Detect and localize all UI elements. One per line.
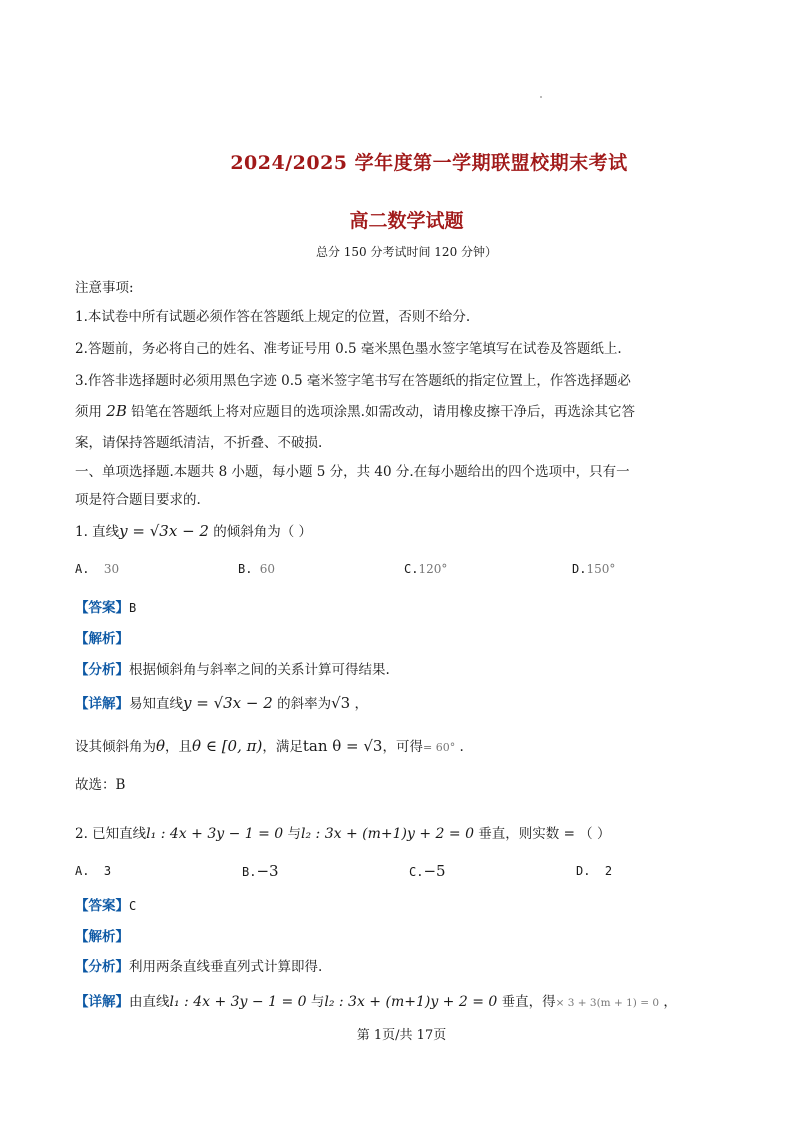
line-l1: l₁ : 4x + 3y − 1 = 0 — [146, 826, 284, 842]
q2-option-a — [75, 864, 111, 878]
line-l2: l₂ : 3x + (m+1)y + 2 = 0 — [324, 994, 498, 1010]
option-label: C. — [404, 562, 419, 576]
fenxi-text: 根据倾斜角与斜率之间的关系计算可得结果. — [129, 662, 390, 678]
option-value: 3 — [103, 864, 112, 878]
notice-item-3-line-3: 案，请保持答题纸清洁，不折叠、不破损. — [75, 435, 323, 451]
derivation-text: 设其倾斜角为 — [75, 739, 156, 755]
option-label: B. — [238, 562, 253, 576]
q2-analysis — [75, 925, 129, 945]
xiangjie-text: 垂直，得 — [497, 994, 556, 1010]
q1-number: 1. 直线 — [75, 524, 120, 540]
option-label: C. — [409, 865, 424, 879]
q2-number: 2. 已知直线 — [75, 826, 147, 842]
notice-item-3-line-1: 3.作答非选择题时必须用黑色字迹 0.5 毫米签字笔书写在答题纸的指定位置上，作答选择题必 — [75, 373, 631, 389]
xiangjie-text: 的斜率为 — [272, 696, 332, 712]
derivation-text: . — [455, 739, 464, 755]
derivation-text: ，满足 — [262, 739, 303, 755]
analysis-tag: 【解析】 — [75, 929, 129, 945]
theta-range: θ ∈ [0, π) — [192, 737, 263, 755]
option-label: B. — [242, 865, 257, 879]
section-1-line-1: 一、单项选择题.本题共 8 小题，每小题 5 分，共 40 分.在每小题给出的四个选项中，只有一 — [75, 464, 630, 480]
q1-stem — [75, 520, 312, 540]
perpendicular-equation: × 3 + 3(m + 1) = 0 — [555, 997, 660, 1009]
notice-item-1: 1.本试卷中所有试题必须作答在答题纸上规定的位置，否则不给分. — [75, 309, 471, 325]
notice-heading: 注意事项: — [75, 280, 134, 296]
q2-option-c — [409, 862, 446, 880]
derivation-text: ，可得 — [382, 739, 423, 755]
derivation-text: ，且 — [165, 739, 193, 755]
q1-option-d — [572, 562, 615, 576]
notice-item-3-line-2 — [75, 400, 635, 420]
q1-option-b — [238, 562, 275, 576]
q1-xiangjie — [75, 692, 368, 712]
option-value: 2 — [604, 864, 613, 878]
q1-choice: 故选：B — [75, 777, 126, 793]
notice-item-3-line-2-c: 铅笔在答题纸上将对应题目的选项涂黑.如需改动，请用橡皮擦干净后，再选涂其它答 — [126, 404, 635, 420]
option-label: A. — [75, 562, 90, 576]
xiangjie-tag: 【详解】 — [75, 696, 129, 712]
q2-option-b — [242, 862, 279, 880]
exam-subtitle: 高二数学试题 — [349, 210, 464, 232]
q2-stem — [75, 822, 610, 842]
answer-tag: 【答案】 — [75, 600, 129, 616]
line-equation: y = √3x − 2 — [183, 694, 273, 712]
xiangjie-text: 由直线 — [129, 994, 170, 1010]
option-value: −5 — [423, 862, 446, 880]
q1-option-a — [75, 562, 119, 576]
scan-speck — [540, 96, 542, 98]
q2-fenxi — [75, 955, 322, 975]
pencil-grade: 2B — [106, 402, 127, 420]
q2-xiangjie — [75, 990, 677, 1010]
option-label: D. — [572, 562, 587, 576]
fenxi-text: 利用两条直线垂直列式计算即得. — [129, 959, 323, 975]
q2-conjunction: 与 — [283, 826, 302, 842]
q1-expression: y = √3x − 2 — [119, 522, 209, 540]
notice-item-2: 2.答题前，务必将自己的姓名、准考证号用 0.5 毫米黑色墨水签字笔填写在试卷及答题纸上. — [75, 341, 622, 357]
answer-value: C — [129, 899, 137, 913]
q2-suffix: 垂直，则实数 = （ ） — [473, 826, 611, 842]
answer-tag: 【答案】 — [75, 898, 129, 914]
xiangjie-text: 与 — [306, 994, 325, 1010]
option-value: 60 — [259, 562, 275, 576]
score-info: 总分 150 分考试时间 120 分钟） — [315, 245, 498, 259]
q1-derivation — [75, 735, 464, 755]
tan-equation: tan θ = √3 — [302, 737, 383, 755]
xiangjie-text: ， — [350, 696, 368, 712]
line-l2: l₂ : 3x + (m+1)y + 2 = 0 — [301, 826, 474, 842]
option-value: 30 — [103, 562, 120, 576]
analysis-tag: 【解析】 — [75, 631, 129, 647]
slope-value: √3 — [331, 694, 351, 712]
theta-symbol: θ — [156, 737, 166, 755]
q1-fenxi — [75, 658, 390, 678]
xiangjie-text: ， — [659, 994, 677, 1010]
q1-answer — [75, 596, 136, 616]
xiangjie-text: 易知直线 — [129, 696, 183, 712]
q1-suffix: 的倾斜角为（ ） — [208, 524, 313, 540]
option-label: A. — [75, 864, 90, 878]
notice-item-3-line-2-a: 须用 — [75, 404, 107, 420]
fenxi-tag: 【分析】 — [75, 662, 129, 678]
q1-option-c — [404, 562, 447, 576]
fenxi-tag: 【分析】 — [75, 959, 129, 975]
page-footer: 第 1页/共 17页 — [356, 1028, 447, 1043]
q1-analysis — [75, 627, 129, 647]
q2-option-d — [576, 864, 612, 878]
option-label: D. — [576, 864, 591, 878]
option-value: 120° — [418, 562, 448, 576]
section-1-line-2: 项是符合题目要求的. — [75, 492, 201, 508]
exam-title: 2024/2025 学年度第一学期联盟校期末考试 — [230, 152, 628, 174]
option-value: −3 — [256, 862, 279, 880]
q2-answer — [75, 894, 136, 914]
angle-result: = 60° — [422, 741, 456, 754]
answer-value: B — [129, 601, 137, 615]
xiangjie-tag: 【详解】 — [75, 994, 129, 1010]
option-value: 150° — [586, 562, 616, 576]
line-l1: l₁ : 4x + 3y − 1 = 0 — [169, 994, 307, 1010]
